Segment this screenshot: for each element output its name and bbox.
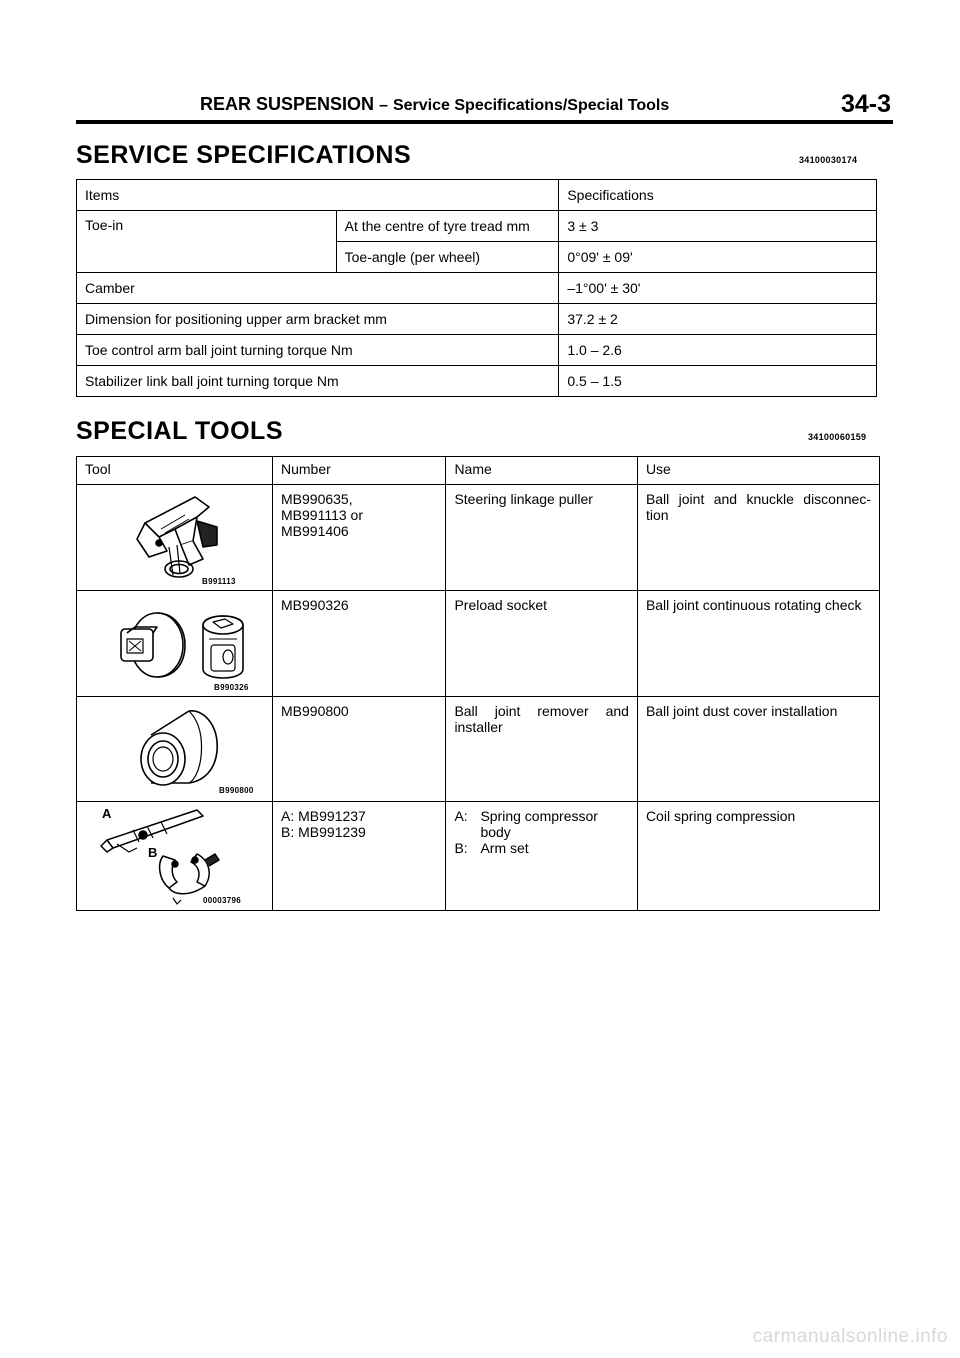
special-tools-code: 34100060159 [808,432,867,442]
spec-cell: 1.0 – 2.6 [559,335,877,366]
header-title-dash: – [379,97,388,114]
page-header [76,88,893,124]
special-tools-table [76,456,880,911]
tool-name-b-label: B: [454,840,468,856]
tool-name-cell [446,802,638,911]
tool-image-cell [77,697,273,802]
table-row [77,485,880,591]
table-header-row [77,457,880,485]
tool-use-cell: Ball joint dust cover installation [637,697,879,802]
column-header-use: Use [637,457,879,485]
table-row [77,697,880,802]
spec-cell: –1°00' ± 30' [559,273,877,304]
tool-name-a-text: Spring compressor body [480,808,598,840]
spec-cell: 37.2 ± 2 [559,304,877,335]
table-row [77,304,877,335]
header-title-sub: Service Specifications/Special Tools [392,97,670,114]
service-specifications-table [76,179,877,397]
spec-cell: 3 ± 3 [559,211,877,242]
tool-image-code: 00003796 [203,896,241,905]
item-cell: Toe-in [77,211,337,273]
column-header-specifications: Specifications [559,180,877,211]
column-header-tool: Tool [77,457,273,485]
tool-number-cell [273,697,446,802]
item-cell: Toe control arm ball joint turning torque Nm [77,335,559,366]
table-row [77,802,880,911]
tool-number-line: MB990635, [281,491,353,507]
tool-number-cell [273,485,446,591]
spec-cell: 0.5 – 1.5 [559,366,877,397]
tool-name-cell: Ball joint remover and installer [446,697,638,802]
tool-number-line: MB991113 or [281,507,363,523]
tool-number-cell [273,802,446,911]
tool-image-cell [77,802,273,911]
tool-use-cell: Coil spring compression [637,802,879,911]
spec-cell: 0°09' ± 09' [559,242,877,273]
header-title-main: REAR SUSPENSION [200,94,375,114]
table-row [77,335,877,366]
table-header-row [77,180,877,211]
tool-name-a [454,808,629,840]
tool-number-line: MB990326 [281,597,349,613]
tool-use-cell: Ball joint and knuckle disconnec-tion [637,485,879,591]
item-cell: Stabilizer link ball joint turning torque Nm [77,366,559,397]
special-tools-title: SPECIAL TOOLS [76,417,284,445]
tool-use-cell: Ball joint continuous rotating check [637,591,879,697]
service-specifications-code: 34100030174 [799,155,858,165]
table-row [77,211,877,242]
tool-name-a-label: A: [454,808,468,824]
item-cell: Dimension for positioning upper arm bracket mm [77,304,559,335]
table-row [77,591,880,697]
steering-linkage-puller-illustration [77,485,272,590]
tool-name-cell: Preload socket [446,591,638,697]
sub-item-cell: Toe-angle (per wheel) [336,242,559,273]
page-number: 34-3 [840,90,891,118]
tool-name-b [454,840,629,856]
sub-item-cell: At the centre of tyre tread mm [336,211,559,242]
image-label-b: B [148,845,158,860]
footer-watermark: carmanualsonline.info [752,1326,948,1347]
tool-image-code: B990800 [219,786,254,795]
tool-number-cell [273,591,446,697]
column-header-number: Number [273,457,446,485]
header-title [200,94,669,115]
tool-image-cell [77,485,273,591]
table-row [77,273,877,304]
tool-number-line: B: MB991239 [281,824,366,840]
tool-number-line: MB991406 [281,523,349,539]
image-label-a: A [102,806,112,821]
tool-image-code: B991113 [202,577,236,586]
table-row [77,366,877,397]
item-cell: Camber [77,273,559,304]
tool-name-b-text: Arm set [480,840,529,856]
tool-number-line: MB990800 [281,703,349,719]
column-header-items: Items [77,180,559,211]
column-header-name: Name [446,457,638,485]
tool-image-code: B990326 [214,683,249,692]
tool-number-line: A: MB991237 [281,808,366,824]
tool-image-cell [77,591,273,697]
tool-name-cell: Steering linkage puller [446,485,638,591]
service-specifications-title: SERVICE SPECIFICATIONS [76,141,412,169]
